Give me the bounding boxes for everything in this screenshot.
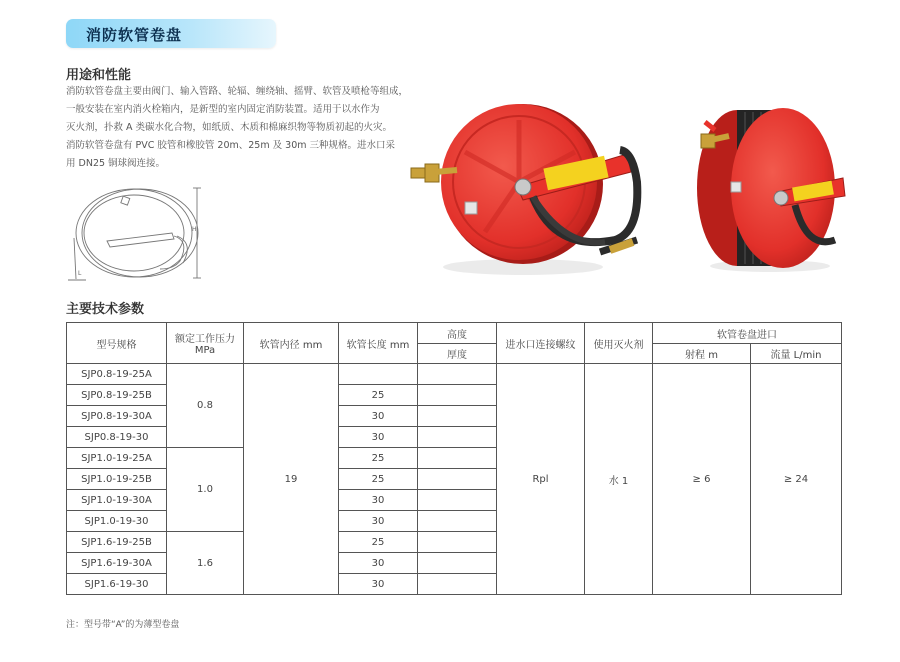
model-cell: SJP1.0-19-30 bbox=[67, 511, 167, 532]
model-cell: SJP0.8-19-25A bbox=[67, 364, 167, 385]
length-cell: 25 bbox=[339, 532, 418, 553]
header-height: 高度 bbox=[418, 323, 497, 344]
pressure-cell: 1.0 bbox=[167, 448, 244, 532]
thread-cell: Rpl bbox=[497, 364, 585, 595]
length-cell: 30 bbox=[339, 553, 418, 574]
agent-cell: 水 1 bbox=[585, 364, 653, 595]
table-row bbox=[67, 364, 842, 385]
model-cell: SJP1.0-19-30A bbox=[67, 490, 167, 511]
model-cell: SJP0.8-19-30 bbox=[67, 427, 167, 448]
height-cell bbox=[418, 511, 497, 532]
length-cell: 30 bbox=[339, 427, 418, 448]
model-cell: SJP1.6-19-30 bbox=[67, 574, 167, 595]
pressure-cell: 1.6 bbox=[167, 532, 244, 595]
length-cell: 25 bbox=[339, 448, 418, 469]
height-cell bbox=[418, 553, 497, 574]
reel-photo-front bbox=[405, 92, 655, 282]
title-banner bbox=[66, 19, 276, 48]
header-pressure: 额定工作压力 MPa bbox=[167, 323, 244, 364]
header-range: 射程 m bbox=[653, 344, 751, 364]
flow-cell: ≥ 24 bbox=[751, 364, 842, 595]
model-cell: SJP1.6-19-30A bbox=[67, 553, 167, 574]
usage-heading: 用途和性能 bbox=[66, 68, 132, 83]
height-cell bbox=[418, 385, 497, 406]
height-cell bbox=[418, 406, 497, 427]
usage-paragraph bbox=[66, 83, 409, 173]
model-cell: SJP1.0-19-25B bbox=[67, 469, 167, 490]
reel-photo-side bbox=[685, 100, 850, 275]
length-cell: 30 bbox=[339, 511, 418, 532]
specs-heading: 主要技术参数 bbox=[66, 302, 145, 317]
footnote: 注：型号带“A”的为薄型卷盘 bbox=[66, 620, 180, 630]
usage-line: 消防软管卷盘有 PVC 胶管和橡胶管 20m、25m 及 30m 三种规格。进水口采 bbox=[66, 140, 396, 151]
length-dimension-label: L bbox=[78, 270, 82, 277]
height-dimension-label: H bbox=[192, 226, 197, 233]
header-model: 型号规格 bbox=[67, 323, 167, 364]
range-cell: ≥ 6 bbox=[653, 364, 751, 595]
header-flow: 流量 L/min bbox=[751, 344, 842, 364]
length-cell bbox=[339, 364, 418, 385]
header-thread: 进水口连接螺纹 bbox=[497, 323, 585, 364]
length-cell: 25 bbox=[339, 385, 418, 406]
reel-line-drawing bbox=[62, 183, 212, 283]
length-cell: 30 bbox=[339, 406, 418, 427]
height-cell bbox=[418, 469, 497, 490]
pressure-cell: 0.8 bbox=[167, 364, 244, 448]
usage-line: 一般安装在室内消火栓箱内，是新型的室内固定消防装置。适用于以水作为 bbox=[66, 104, 380, 115]
usage-line: 灭火剂，扑救 A 类碳水化合物，如纸质、木质和棉麻织物等物质初起的火灾。 bbox=[66, 122, 393, 133]
length-cell: 30 bbox=[339, 490, 418, 511]
header-inlet-group: 软管卷盘进口 bbox=[653, 323, 842, 344]
height-cell bbox=[418, 490, 497, 511]
model-cell: SJP0.8-19-25B bbox=[67, 385, 167, 406]
model-cell: SJP1.0-19-25A bbox=[67, 448, 167, 469]
usage-line: 用 DN25 铜球阀连接。 bbox=[66, 158, 166, 169]
model-cell: SJP1.6-19-25B bbox=[67, 532, 167, 553]
model-cell: SJP0.8-19-30A bbox=[67, 406, 167, 427]
height-cell bbox=[418, 532, 497, 553]
header-thickness: 厚度 bbox=[418, 344, 497, 364]
header-inner-diameter: 软管内径 mm bbox=[244, 323, 339, 364]
length-cell: 30 bbox=[339, 574, 418, 595]
usage-line: 消防软管卷盘主要由阀门、输入管路、轮辐、缠绕轴、摇臂、软管及喷枪等组成， bbox=[66, 86, 409, 97]
height-cell bbox=[418, 448, 497, 469]
height-cell bbox=[418, 574, 497, 595]
specs-table bbox=[66, 322, 842, 595]
page-title: 消防软管卷盘 bbox=[86, 26, 183, 44]
header-length: 软管长度 mm bbox=[339, 323, 418, 364]
length-cell: 25 bbox=[339, 469, 418, 490]
inner-diameter-cell: 19 bbox=[244, 364, 339, 595]
header-agent: 使用灭火剂 bbox=[585, 323, 653, 364]
height-cell bbox=[418, 427, 497, 448]
height-cell bbox=[418, 364, 497, 385]
